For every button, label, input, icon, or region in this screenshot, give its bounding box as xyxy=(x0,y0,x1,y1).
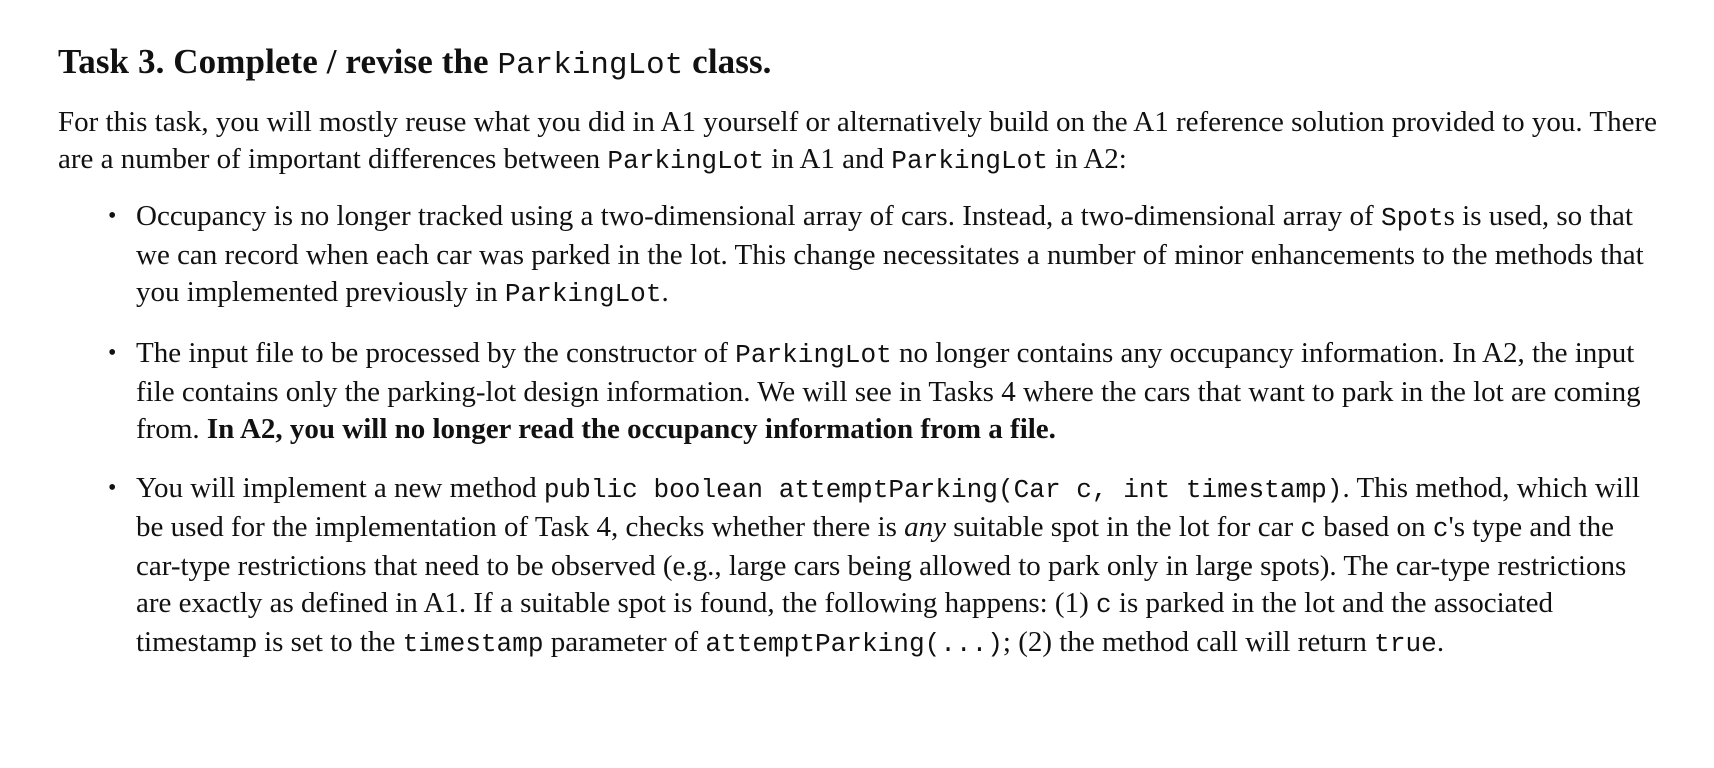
b3-code-7: true xyxy=(1374,629,1437,659)
heading-suffix: class. xyxy=(683,42,772,81)
b1-text-2: s is used, so that we can record when each car was parked in the lot. This change necessitates a number of minor enhancements to the methods that you implemented previously in xyxy=(136,200,1644,308)
b3-text-4: based on xyxy=(1316,511,1433,543)
b2-bold-text: In A2, you will no longer read the occupancy information from a file. xyxy=(206,413,1056,445)
bullet-dot-icon: • xyxy=(108,475,117,501)
b1-text-1: Occupancy is no longer tracked using a two-dimensional array of cars. Instead, a two-dimensional array of xyxy=(136,200,1381,232)
b3-italic-text: any xyxy=(904,511,946,543)
heading-code: ParkingLot xyxy=(497,48,684,83)
b3-text-5: 's type and the car-type restrictions that need to be observed (e.g., large cars being allowed to park only in large spots). The car-type restrictions are exactly as defined in A1. If a suitable spot is found, the following happens: (1) xyxy=(136,511,1627,619)
b3-code-2: c xyxy=(1300,514,1317,544)
intro-text-3: in A2: xyxy=(1047,143,1127,175)
heading-prefix: Task 3. Complete / revise the xyxy=(58,42,498,81)
b3-text-8: ; (2) the method call will return xyxy=(1002,626,1375,658)
bullet-dot-icon: • xyxy=(108,203,117,229)
intro-paragraph xyxy=(58,104,1658,180)
b2-text-1: The input file to be processed by the constructor of xyxy=(136,337,736,369)
b1-text-3: . xyxy=(661,276,669,308)
b2-text-2: no longer contains any occupancy information. In A2, the input file contains only the parking-lot design information. We will see in Tasks 4 where the cars that want to park in the lot are coming from. xyxy=(136,337,1641,445)
bullet-dot-icon: • xyxy=(108,340,117,366)
bullet-item-attempt-parking xyxy=(58,470,1658,663)
b3-code-6: attemptParking(...) xyxy=(705,629,1003,659)
b1-code-2: ParkingLot xyxy=(504,279,662,309)
b3-code-1: public boolean attemptParking(Car c, int timestamp) xyxy=(543,475,1343,505)
task-heading xyxy=(58,38,1658,90)
intro-code-1: ParkingLot xyxy=(607,146,765,176)
bullet-list xyxy=(58,198,1658,663)
b3-text-1: You will implement a new method xyxy=(136,472,544,504)
b3-text-7: parameter of xyxy=(543,626,706,658)
b3-text-3: suitable spot in the lot for car xyxy=(946,511,1301,543)
bullet-item-input-file xyxy=(58,335,1658,448)
b3-code-3: c xyxy=(1432,514,1449,544)
b3-code-5: timestamp xyxy=(402,629,544,659)
intro-text-1: For this task, you will mostly reuse what you did in A1 yourself or alternatively build on the A1 reference solution provided to you. There are a number of important differences between xyxy=(58,106,1658,175)
b1-code-1: Spot xyxy=(1380,203,1444,233)
b3-text-2: . This method, which will be used for the implementation of Task 4, checks whether there is xyxy=(136,472,1640,543)
bullet-item-occupancy xyxy=(58,198,1658,313)
b3-text-9: . xyxy=(1436,626,1445,658)
b2-code-1: ParkingLot xyxy=(735,340,892,370)
intro-text-2: in A1 and xyxy=(764,143,892,175)
b3-text-6: is parked in the lot and the associated timestamp is set to the xyxy=(136,587,1553,658)
b3-code-4: c xyxy=(1095,590,1112,620)
intro-code-2: ParkingLot xyxy=(891,146,1048,176)
document-page xyxy=(58,38,1658,685)
